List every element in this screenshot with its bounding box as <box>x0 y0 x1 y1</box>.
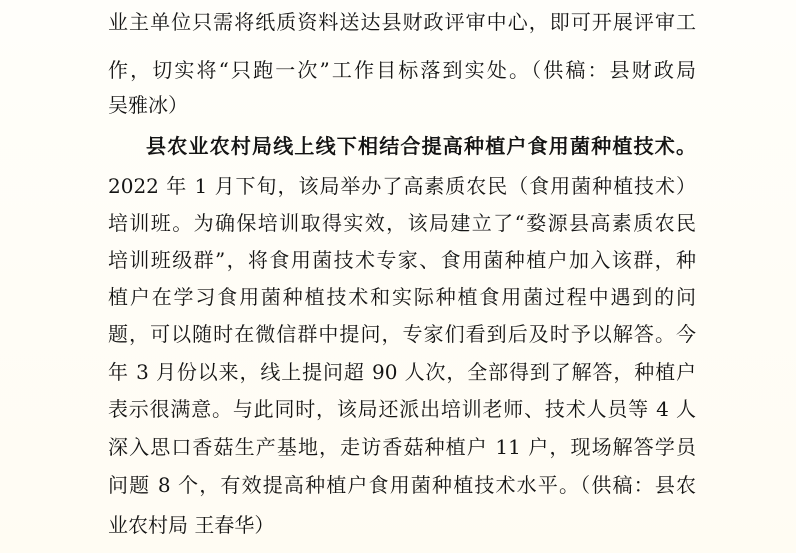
text-line: 问题 8 个，有效提高种植户食用菌种植技术水平。（供稿：县农 <box>108 473 696 497</box>
text-line: 题，可以随时在微信群中提问，专家们看到后及时予以解答。今 <box>108 322 696 346</box>
text-line: 业农村局 王春华） <box>108 513 275 537</box>
text-line: 表示很满意。与此同时，该局还派出培训老师、技术人员等 4 人 <box>108 397 696 421</box>
paragraph-heading: 县农业农村局线上线下相结合提高种植户食用菌种植技术。 <box>146 134 696 158</box>
text-line: 业主单位只需将纸质资料送达县财政评审中心，即可开展评审工 <box>108 10 696 34</box>
text-line: 年 3 月份以来，线上提问超 90 人次，全部得到了解答，种植户 <box>108 360 696 384</box>
text-line: 植户在学习食用菌种植技术和实际种植食用菌过程中遇到的问 <box>108 285 696 309</box>
text-line: 作，切实将“只跑一次”工作目标落到实处。（供稿：县财政局 <box>108 58 696 82</box>
text-line: 深入思口香菇生产基地，走访香菇种植户 11 户，现场解答学员 <box>108 435 696 459</box>
text-line: 吴雅冰） <box>108 93 188 117</box>
text-line: 培训班级群”，将食用菌技术专家、食用菌种植户加入该群，种 <box>108 248 696 272</box>
text-line: 培训班。为确保培训取得实效，该局建立了“婺源县高素质农民 <box>108 211 696 235</box>
text-line: 2022 年 1 月下旬，该局举办了高素质农民（食用菌种植技术） <box>108 174 696 198</box>
